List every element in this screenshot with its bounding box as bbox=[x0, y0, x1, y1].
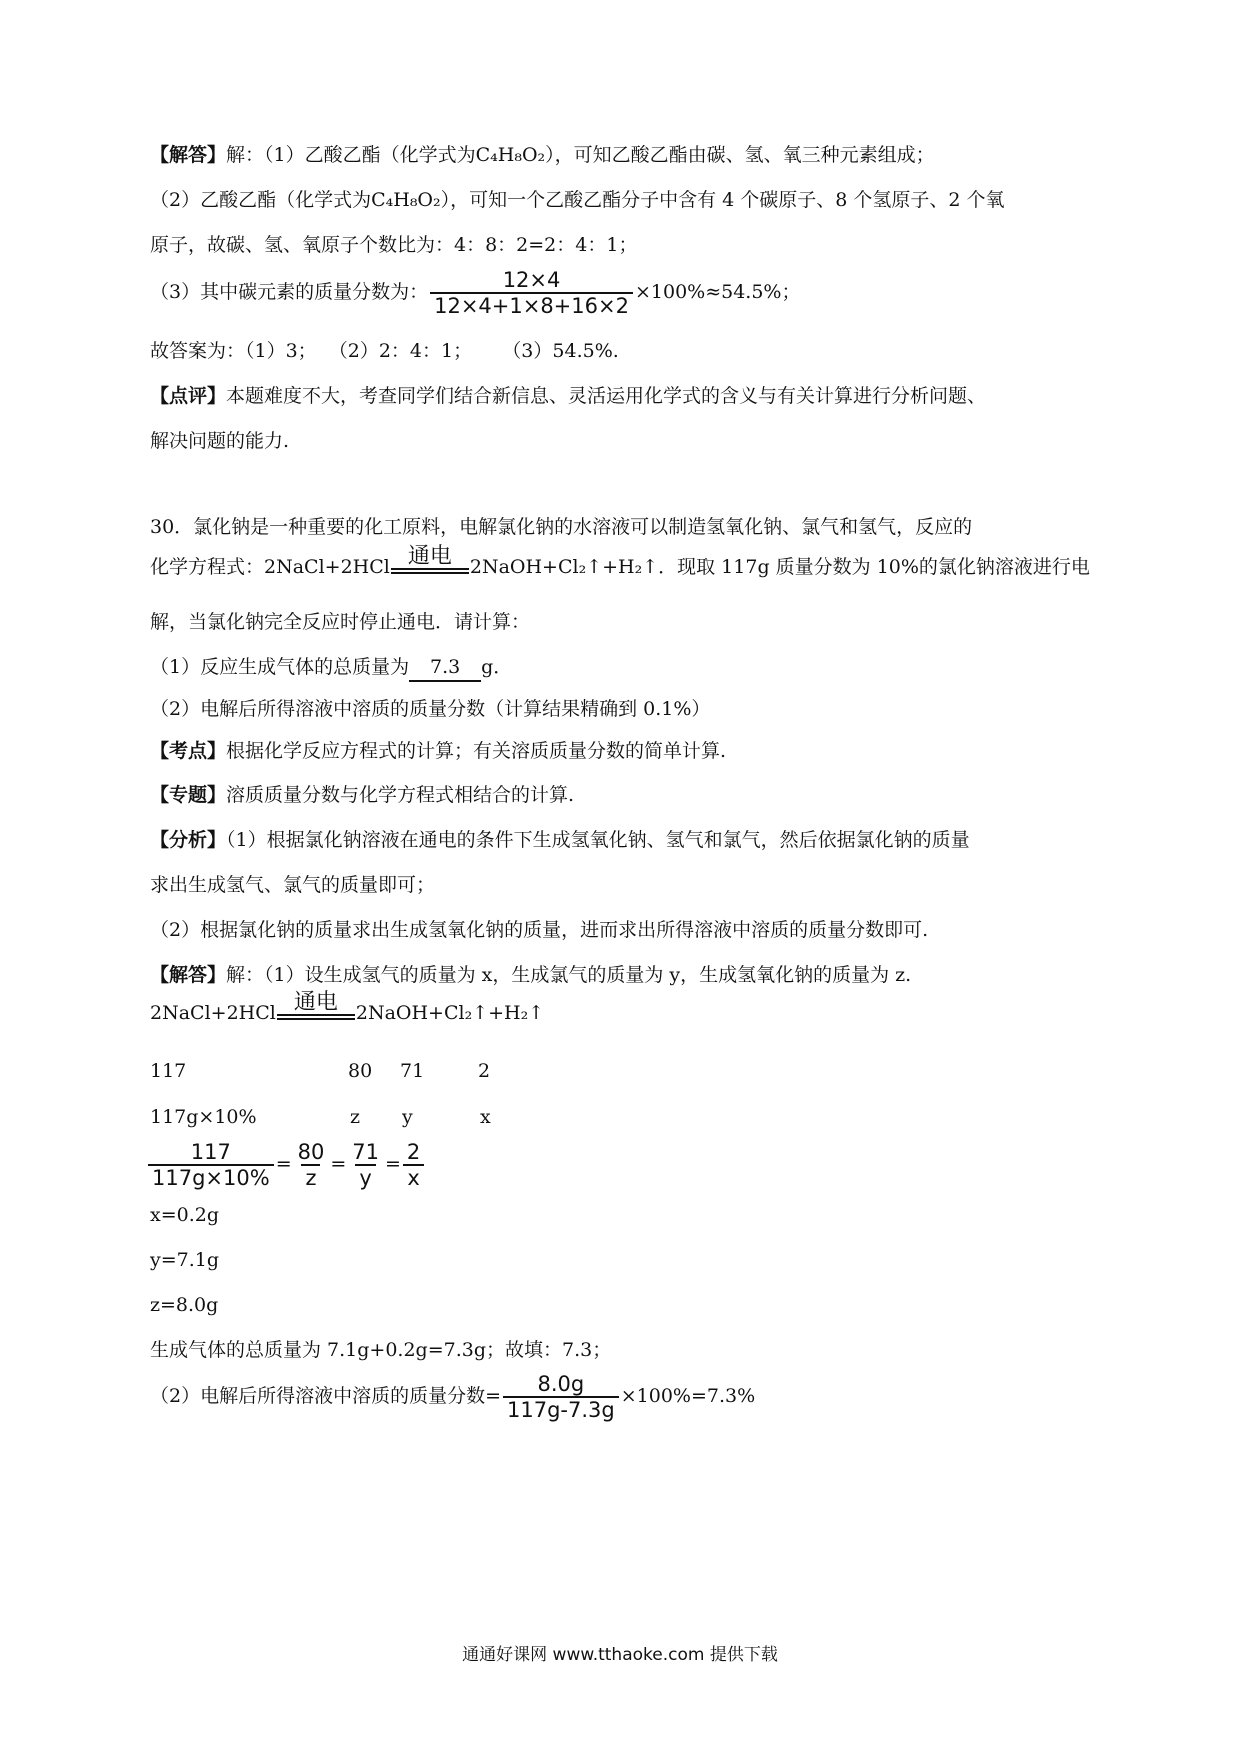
mass-row-1-nacl: 117 bbox=[150, 1060, 187, 1082]
question-30-part-1: （1）反应生成气体的总质量为 7.3 g． bbox=[150, 654, 512, 682]
solute-fraction: （2）电解后所得溶液中溶质的质量分数= $\frac{8.0g}{117g-7.3g}$ ×100%=7.3% bbox=[150, 1372, 756, 1422]
analysis-line-2: 求出生成氢气、氯气的质量即可； bbox=[150, 874, 436, 896]
page-footer: 通通好课网 www.tthaoke.com 提供下载 bbox=[462, 1645, 778, 1665]
answer-line-2: （2）乙酸乙酯（化学式为C₄H₈O₂），可知一个乙酸乙酯分子中含有 4 个碳原子、8 个氢原子、2 个氧 bbox=[150, 189, 1005, 211]
mass-row-2-h2: x bbox=[480, 1106, 491, 1128]
analysis-line-3: （2）根据氯化钠的质量求出生成氢氧化钠的质量，进而求出所得溶液中溶质的质量分数即可. bbox=[150, 919, 929, 941]
solute-fraction-expression: $\frac{8.0g}{117g-7.3g}$ bbox=[503, 1372, 619, 1422]
result-x: x=0.2g bbox=[150, 1204, 220, 1226]
answer-line-1: 【解答】解：（1）乙酸乙酯（化学式为C₄H₈O₂），可知乙酸乙酯由碳、氢、氧三种元素组成； bbox=[150, 144, 935, 166]
question-30-line-1: 30．氯化钠是一种重要的化工原料，电解氯化钠的水溶液可以制造氢氧化钠、氯气和氢气，反应的 bbox=[150, 516, 973, 538]
mass-row-2-cl2: y bbox=[402, 1106, 413, 1128]
answer-line-3: 原子，故碳、氢、氧原子个数比为：4：8：2=2：4：1； bbox=[150, 234, 638, 256]
test-point: 【考点】根据化学反应方程式的计算；有关溶质质量分数的简单计算. bbox=[150, 740, 727, 762]
comment-line-2: 解决问题的能力. bbox=[150, 430, 290, 452]
mass-row-2-naoh: z bbox=[350, 1106, 361, 1128]
answer-summary: 故答案为：（1）3； （2）2：4：1； （3）54.5%. bbox=[150, 340, 619, 362]
solution-line-1: 【解答】解：（1）设生成氢气的质量为 x，生成氯气的质量为 y，生成氢氧化钠的质量为 z. bbox=[150, 964, 912, 986]
proportion-cl2: $\frac{71}{y}$ bbox=[352, 1140, 379, 1190]
topic: 【专题】溶质质量分数与化学方程式相结合的计算. bbox=[150, 784, 575, 806]
carbon-fraction: $\frac{12\times 4}{12\times 4+1\times 8+16\times 2}$ bbox=[430, 268, 633, 318]
question-30-line-2: 化学方程式：2NaCl+2HCl 通电 2NaOH+Cl₂↑+H₂↑．现取 117g 质量分数为 10%的氯化钠溶液进行电 bbox=[150, 544, 1090, 578]
mass-row-1-cl2: 71 bbox=[400, 1060, 425, 1082]
answer-blank: 7.3 bbox=[409, 654, 481, 682]
proportion-naoh: $\frac{80}{z}$ bbox=[297, 1140, 325, 1190]
proportion-h2: $\frac{2}{x}$ bbox=[403, 1140, 424, 1190]
reaction-condition-arrow: 通电 bbox=[391, 546, 469, 580]
result-z: z=8.0g bbox=[150, 1294, 219, 1316]
proportion: $\frac{117}{117g\times 10\%}$ = $\frac{80}{z}$ = $\frac{71}{y}$ = $\frac{2}{x}$ bbox=[146, 1140, 426, 1190]
total-gas-mass: 生成气体的总质量为 7.1g+0.2g=7.3g；故填：7.3； bbox=[150, 1339, 612, 1361]
mass-row-2-nacl: 117g×10% bbox=[150, 1106, 257, 1128]
mass-row-1-naoh: 80 bbox=[348, 1060, 373, 1082]
proportion-nacl: $\frac{117}{117g\times 10\%}$ bbox=[148, 1140, 274, 1190]
answer-line-4: （3）其中碳元素的质量分数为： $\frac{12\times 4}{12\times 4+1\times 8+16\times 2}$ ×100%≈54.5%； bbox=[150, 268, 801, 318]
analysis-line-1: 【分析】（1）根据氯化钠溶液在通电的条件下生成氢氧化钠、氢气和氯气，然后依据氯化钠的质量 bbox=[150, 829, 970, 851]
mass-row-1-h2: 2 bbox=[478, 1060, 491, 1082]
question-30-part-2: （2）电解后所得溶液中溶质的质量分数（计算结果精确到 0.1%） bbox=[150, 698, 711, 720]
question-30-line-3: 解，当氯化钠完全反应时停止通电．请计算： bbox=[150, 611, 531, 633]
result-y: y=7.1g bbox=[150, 1249, 220, 1271]
solution-equation: 2NaCl+2HCl 通电 2NaOH+Cl₂↑+H₂↑ bbox=[150, 990, 545, 1024]
equation-condition-arrow: 通电 bbox=[277, 992, 355, 1026]
comment-line-1: 【点评】本题难度不大，考查同学们结合新信息、灵活运用化学式的含义与有关计算进行分析问题、 bbox=[150, 385, 987, 407]
